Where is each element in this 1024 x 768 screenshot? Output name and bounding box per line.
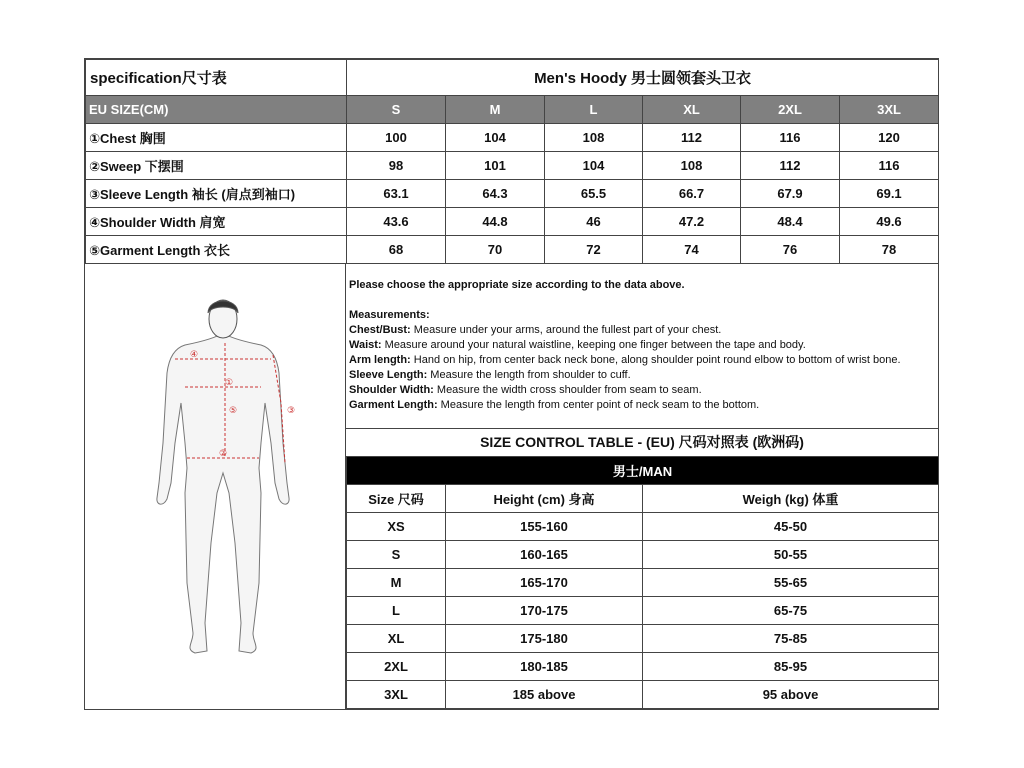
table-cell: 2XL — [347, 653, 446, 681]
row-label: ④Shoulder Width 肩宽 — [86, 208, 347, 236]
row-label: ③Sleeve Length 袖长 (肩点到袖口) — [86, 180, 347, 208]
table-cell: 66.7 — [643, 180, 741, 208]
title-row — [86, 60, 939, 96]
marker-chest: ① — [225, 378, 234, 388]
table-cell: 78 — [840, 236, 939, 264]
table-cell: 3XL — [347, 681, 446, 709]
note-term: Chest/Bust: — [349, 324, 411, 336]
note-term: Sleeve Length: — [349, 369, 428, 381]
row-label: ①Chest 胸围 — [86, 124, 347, 152]
note-term: Waist: — [349, 339, 382, 351]
table-cell: 170-175 — [446, 597, 643, 625]
group-label: 男士/MAN — [347, 457, 939, 485]
table-cell: 45-50 — [643, 513, 939, 541]
table-cell: 68 — [347, 236, 446, 264]
note-text: Measure the length from shoulder to cuff. — [427, 369, 631, 381]
table-row — [347, 625, 939, 653]
table-row — [347, 681, 939, 709]
body-figure-illustration — [145, 293, 325, 673]
header-row — [347, 485, 939, 513]
table-cell: 112 — [643, 124, 741, 152]
table-cell: 65-75 — [643, 597, 939, 625]
table-cell: 46 — [545, 208, 643, 236]
size-header-cell: 3XL — [840, 96, 939, 124]
table-cell: S — [347, 541, 446, 569]
table-cell: 98 — [347, 152, 446, 180]
size-control-table — [346, 456, 939, 709]
marker-shoulder: ④ — [190, 350, 199, 360]
specification-table — [85, 59, 939, 264]
note-text: Measure under your arms, around the fullest part of your chest. — [410, 324, 722, 336]
row-label: ②Sweep 下摆围 — [86, 152, 347, 180]
table-row — [86, 152, 939, 180]
note-text: Measure the width cross shoulder from seam to seam. — [433, 384, 702, 396]
table-cell: 116 — [840, 152, 939, 180]
table-row — [86, 236, 939, 264]
table-cell: 165-170 — [446, 569, 643, 597]
note-text: Measure the length from center point of neck seam to the bottom. — [437, 399, 760, 411]
note-item — [349, 398, 938, 413]
table-cell: 108 — [545, 124, 643, 152]
table-row — [347, 653, 939, 681]
table-cell: 101 — [446, 152, 545, 180]
body-figure-panel — [85, 263, 346, 709]
note-text: Hand on hip, from center back neck bone, along shoulder point round elbow to bottom of wrist bone. — [410, 354, 901, 366]
table-row — [347, 513, 939, 541]
table-cell: 44.8 — [446, 208, 545, 236]
table-cell: 108 — [643, 152, 741, 180]
table-row — [347, 597, 939, 625]
size-header-cell: L — [545, 96, 643, 124]
note-item — [349, 338, 938, 353]
table-cell: 43.6 — [347, 208, 446, 236]
size-header-row — [86, 96, 939, 124]
marker-length: ⑤ — [229, 406, 238, 416]
table-cell: 55-65 — [643, 569, 939, 597]
note-item — [349, 383, 938, 398]
note-item — [349, 368, 938, 383]
table-cell: 75-85 — [643, 625, 939, 653]
notes-intro: Please choose the appropriate size according to the data above. — [349, 279, 685, 291]
note-item — [349, 323, 938, 338]
table-cell: XL — [347, 625, 446, 653]
measurement-notes — [346, 263, 938, 429]
table-cell: M — [347, 569, 446, 597]
table-cell: 180-185 — [446, 653, 643, 681]
table-cell: 48.4 — [741, 208, 840, 236]
group-row — [347, 457, 939, 485]
size-header-cell: M — [446, 96, 545, 124]
table-cell: 49.6 — [840, 208, 939, 236]
body-outline — [157, 333, 289, 653]
marker-sleeve: ③ — [287, 406, 296, 416]
size-header-cell: S — [347, 96, 446, 124]
table-cell: 104 — [545, 152, 643, 180]
table-cell: 67.9 — [741, 180, 840, 208]
product-title: Men's Hoody 男士圆领套头卫衣 — [347, 60, 939, 96]
table-row — [347, 541, 939, 569]
table-cell: 47.2 — [643, 208, 741, 236]
table-row — [86, 208, 939, 236]
table-cell: 76 — [741, 236, 840, 264]
table-cell: 74 — [643, 236, 741, 264]
size-header-cell: XL — [643, 96, 741, 124]
note-text: Measure around your natural waistline, keeping one finger between the tape and body. — [381, 339, 806, 351]
table-cell: XS — [347, 513, 446, 541]
spec-title: specification尺寸表 — [86, 60, 347, 96]
eu-size-header: EU SIZE(CM) — [86, 96, 347, 124]
note-item — [349, 353, 938, 368]
table-cell: L — [347, 597, 446, 625]
column-header: Weigh (kg) 体重 — [643, 485, 939, 513]
table-cell: 95 above — [643, 681, 939, 709]
table-row — [347, 569, 939, 597]
table-cell: 175-180 — [446, 625, 643, 653]
table-cell: 69.1 — [840, 180, 939, 208]
table-cell: 85-95 — [643, 653, 939, 681]
column-header: Size 尺码 — [347, 485, 446, 513]
note-term: Arm length: — [349, 354, 411, 366]
head — [208, 300, 238, 338]
table-cell: 63.1 — [347, 180, 446, 208]
table-cell: 120 — [840, 124, 939, 152]
size-control-title: SIZE CONTROL TABLE - (EU) 尺码对照表 (欧洲码) — [480, 434, 804, 450]
table-cell: 112 — [741, 152, 840, 180]
size-header-cell: 2XL — [741, 96, 840, 124]
table-cell: 50-55 — [643, 541, 939, 569]
column-header: Height (cm) 身高 — [446, 485, 643, 513]
size-chart-sheet — [84, 58, 939, 710]
row-label: ⑤Garment Length 衣长 — [86, 236, 347, 264]
table-cell: 104 — [446, 124, 545, 152]
table-cell: 155-160 — [446, 513, 643, 541]
table-cell: 64.3 — [446, 180, 545, 208]
table-cell: 72 — [545, 236, 643, 264]
table-cell: 116 — [741, 124, 840, 152]
note-term: Garment Length: — [349, 399, 438, 411]
note-term: Shoulder Width: — [349, 384, 434, 396]
table-cell: 160-165 — [446, 541, 643, 569]
notes-heading: Measurements: — [349, 309, 430, 321]
table-row — [86, 124, 939, 152]
marker-sweep: ② — [219, 449, 228, 459]
table-cell: 185 above — [446, 681, 643, 709]
table-row — [86, 180, 939, 208]
table-cell: 100 — [347, 124, 446, 152]
table-cell: 70 — [446, 236, 545, 264]
table-cell: 65.5 — [545, 180, 643, 208]
